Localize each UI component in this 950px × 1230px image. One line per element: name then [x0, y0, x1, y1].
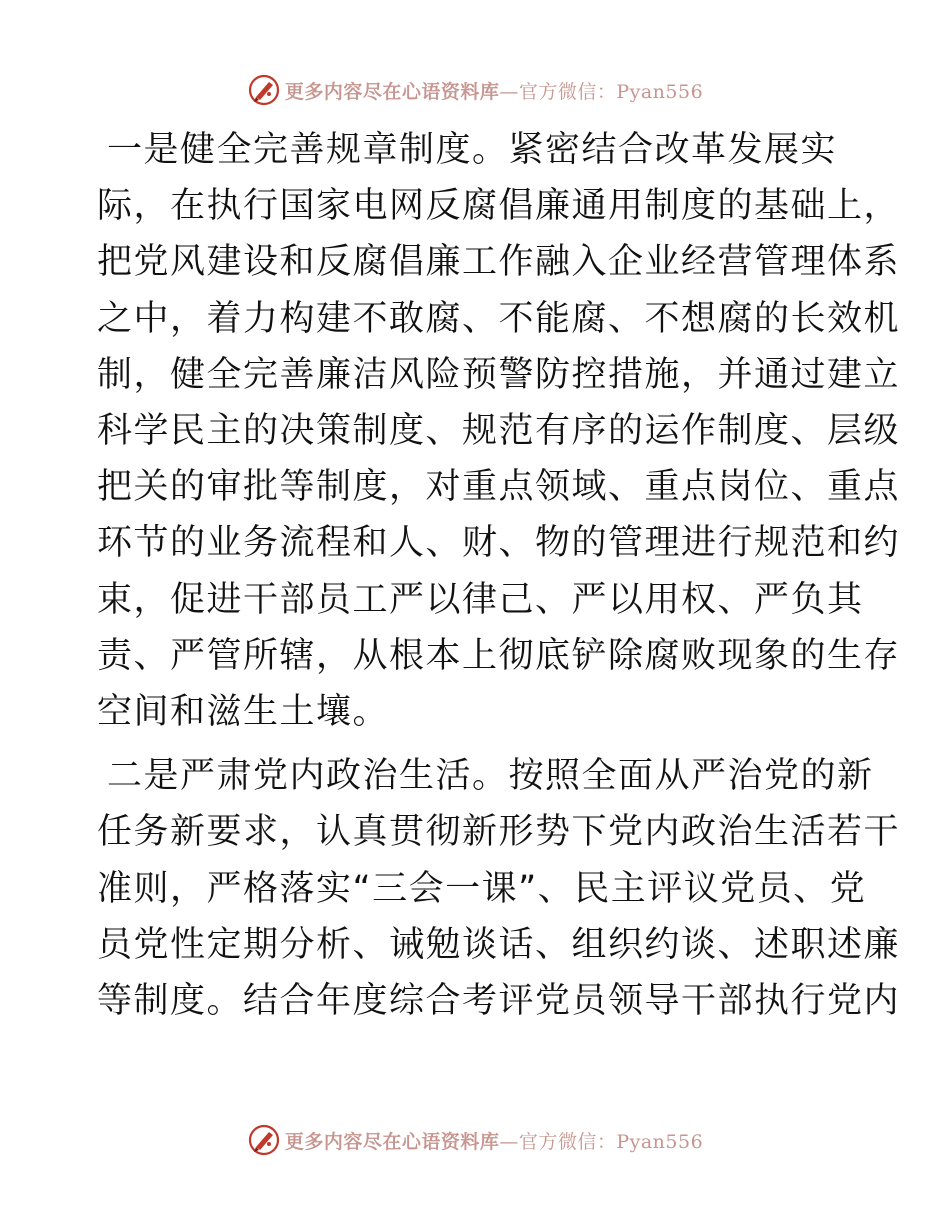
footer-banner	[0, 1120, 950, 1160]
header-banner	[0, 70, 950, 110]
paragraph-line: 把关的审批等制度，对重点领域、重点岗位、重点	[97, 467, 901, 508]
paragraph-line: 制，健全完善廉洁风险预警防控措施，并通过建立	[97, 354, 901, 395]
paragraph-2	[97, 748, 901, 1029]
pen-circle-logo-icon	[247, 1123, 281, 1157]
paragraph-line: 把党风建设和反腐倡廉工作融入企业经营管理体系	[97, 242, 901, 283]
paragraph-line: 环节的业务流程和人、财、物的管理进行规范和约	[97, 523, 901, 564]
footer-banner-main: 更多内容尽在心语资料库	[284, 1130, 500, 1153]
header-banner-text	[285, 77, 703, 104]
paragraph-line: 准则，严格落实“三会一课”、民主评议党员、党	[97, 868, 867, 909]
header-banner-sub: —官方微信：Pyan556	[499, 80, 704, 103]
paragraph-line: 之中，着力构建不敢腐、不能腐、不想腐的长效机	[97, 298, 901, 339]
footer-banner-sub: —官方微信：Pyan556	[499, 1130, 704, 1153]
paragraph-line: 束，促进干部员工严以律己、严以用权、严负其	[97, 579, 864, 620]
paragraph-line: 责、严管所辖，从根本上彻底铲除腐败现象的生存	[97, 635, 901, 676]
paragraph-line: 等制度。结合年度综合考评党员领导干部执行党内	[97, 981, 901, 1022]
paragraph-line: 空间和滋生土壤。	[97, 692, 390, 733]
paragraph-1	[97, 122, 901, 740]
footer-banner-text	[285, 1127, 703, 1154]
pen-circle-logo-icon	[247, 73, 281, 107]
header-banner-main: 更多内容尽在心语资料库	[284, 80, 500, 103]
paragraph-line: 二是严肃党内政治生活。按照全面从严治党的新	[107, 756, 874, 797]
paragraph-line: 一是健全完善规章制度。紧密结合改革发展实	[107, 130, 838, 170]
paragraph-line: 科学民主的决策制度、规范有序的运作制度、层级	[97, 411, 901, 452]
document-body	[97, 122, 901, 1029]
paragraph-line: 际，在执行国家电网反腐倡廉通用制度的基础上，	[97, 186, 901, 227]
paragraph-line: 任务新要求，认真贯彻新形势下党内政治生活若干	[97, 812, 901, 853]
paragraph-line: 员党性定期分析、诫勉谈话、组织约谈、述职述廉	[97, 924, 901, 965]
